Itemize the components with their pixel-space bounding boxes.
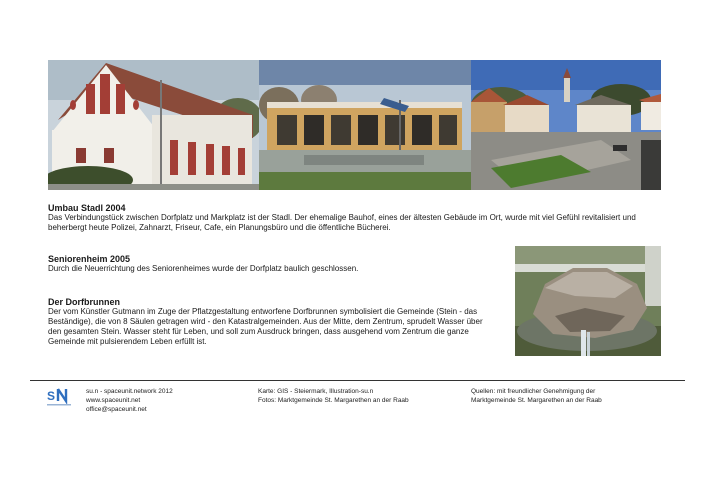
section-title-umbau-stadl: Umbau Stadl 2004 xyxy=(48,203,126,213)
footer-photo-credit: Fotos: Marktgemeinde St. Margarethen an der Raab xyxy=(258,397,409,404)
footer-divider xyxy=(30,380,685,381)
footer-sources-line-1: Quellen: mit freundlicher Genehmigung der xyxy=(471,388,596,395)
section-title-seniorenheim: Seniorenheim 2005 xyxy=(48,254,131,264)
footer-email-link[interactable]: office@spaceunit.net xyxy=(86,406,147,413)
footer-contact xyxy=(86,387,173,414)
footer-map-credit: Karte: GIS - Steiermark, Illustration-su.n xyxy=(258,388,374,395)
footer-credits xyxy=(258,387,409,405)
photo-village-square xyxy=(471,60,661,190)
footer-network-name: su.n - spaceunit.network 2012 xyxy=(86,388,173,395)
section-title-dorfbrunnen: Der Dorfbrunnen xyxy=(48,297,120,307)
spaceunit-logo-icon xyxy=(44,386,74,410)
section-body-dorfbrunnen: Der vom Künstler Gutmann im Zuge der Pflatzgestaltung entworfene Dorfbrunnen symbolisiert die Gemeinde (Stein - das Beständige), die von 8 Säulen getragen wird - den Katastralgemeinden. Aus der Mitte, dem Zentrum, sprudelt Wasser über den gesamten Stein. Wasser steht für Leben, und soll zum Ausdruck bringen, dass ausgehend vom Zentrum die ganze Gemeinde mit pulsierendem Leben erfüllt ist. xyxy=(48,307,483,346)
section-body-seniorenheim: Durch die Neuerrichtung des Seniorenheimes wurde der Dorfplatz baulich geschlossen. xyxy=(48,264,359,273)
svg-text:S: S xyxy=(47,389,56,403)
footer-sources xyxy=(471,387,602,405)
footer-sources-line-2: Marktgemeinde St. Margarethen an der Raab xyxy=(471,397,602,404)
photo-modern-building xyxy=(259,60,471,190)
section-body-umbau-stadl: Das Verbindungstück zwischen Dorfplatz und Markplatz ist der Stadl. Der ehemalige Bauhof, eines der ältesten Gebäude im Ort, wurde mit viel Gefühl revitalisiert und beherbergt heute Polizei, Zahnarzt, Friseur, Cafe, ein Planungsbüro und die öffentliche Bücherei. xyxy=(48,213,636,232)
photo-stadl-building xyxy=(48,60,259,190)
photo-dorfbrunnen-stone xyxy=(515,246,661,356)
footer-website-link[interactable]: www.spaceunit.net xyxy=(86,397,141,404)
